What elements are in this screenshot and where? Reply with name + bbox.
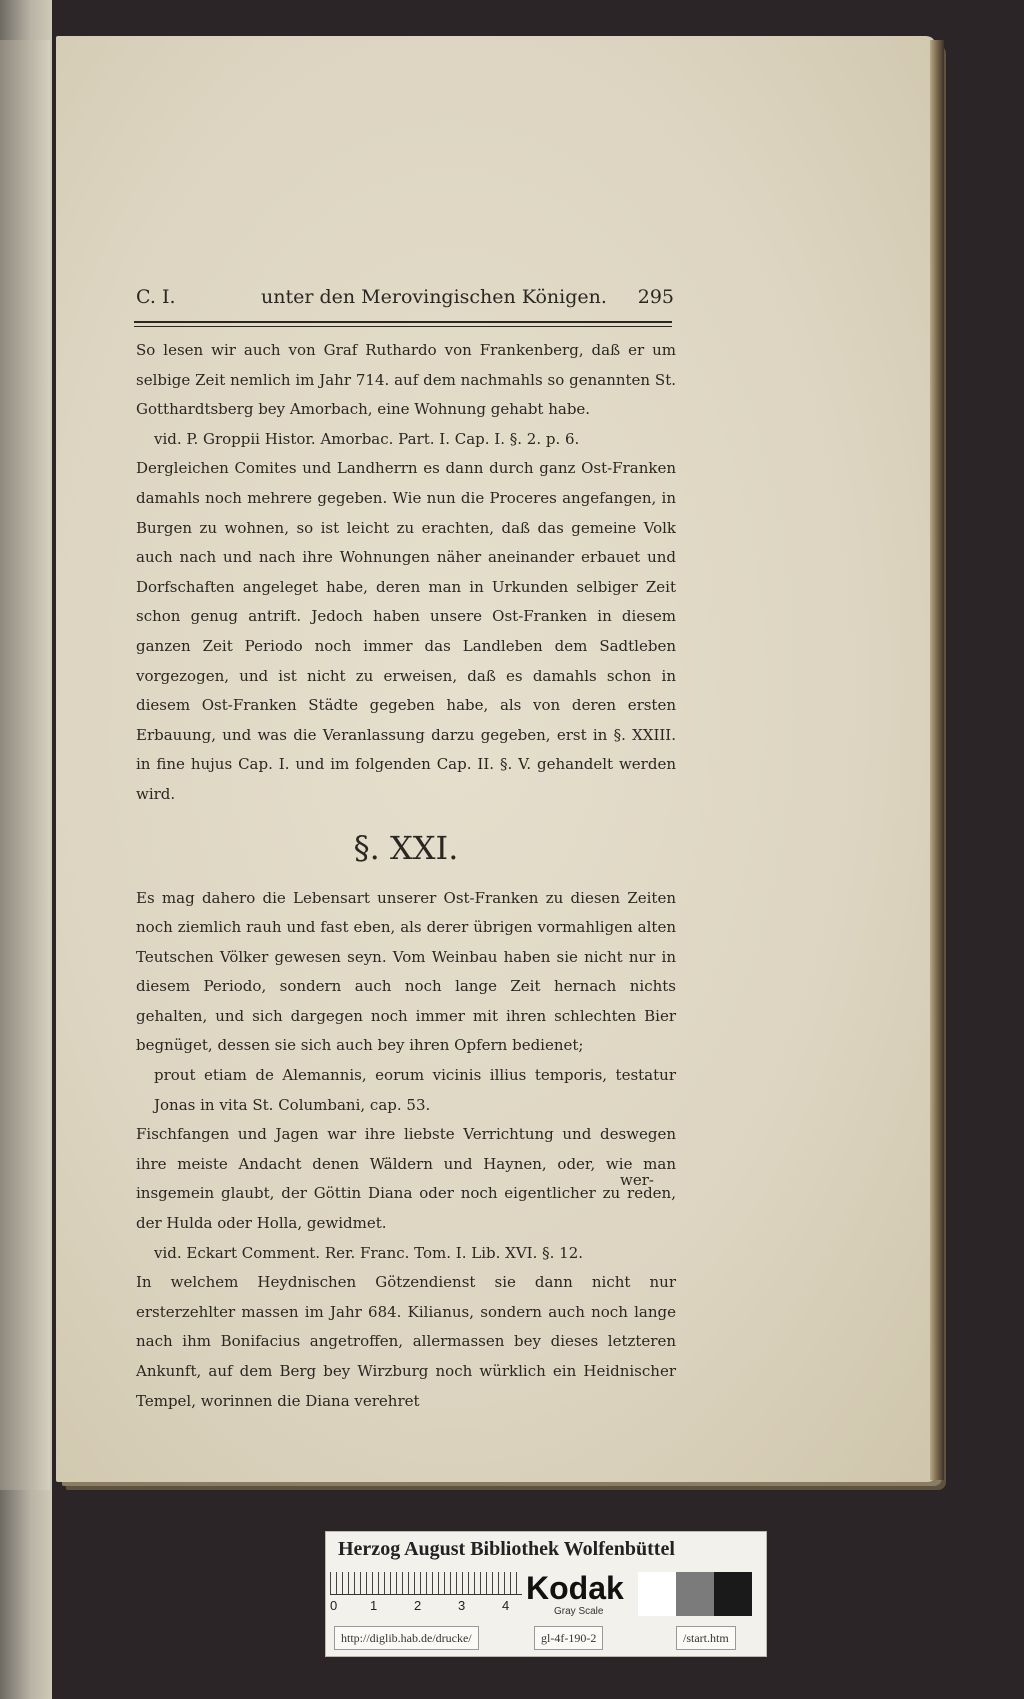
signature-label: gl-4f-190-2 (534, 1626, 603, 1650)
adjacent-page-edge (0, 0, 52, 1699)
header-rule (134, 321, 672, 327)
running-header (136, 286, 674, 316)
paragraph: Dergleichen Comites und Landherrn es dann durch ganz Ost-Franken damahls noch mehrere gegeben. Wie nun die Proceres angefangen, in Burgen zu wohnen, so ist leicht zu erachten, daß das gemeine Volk auch nach und nach ihre Wohnungen näher aneinander erbauet und Dorfschaften angeleget habe, deren man in Urkunden selbiger Zeit schon genug antrift. Jedoch haben unsere Ost-Franken in diesem ganzen Zeit Periodo noch immer das Landleben dem Sadtleben vorgezogen, und ist nicht zu erweisen, daß es damahls schon in diesem Ost-Franken Städte gegeben habe, als von deren ersten Erbauung, und was die Veranlassung darzu gegeben, erst in §. XXIII. in fine hujus Cap. I. und im folgenden Cap. II. §. V. gehandelt werden wird. (136, 459, 676, 803)
chapter-label: C. I. (136, 286, 176, 308)
kodak-logo: Kodak (526, 1570, 624, 1606)
gray-swatch (676, 1572, 714, 1616)
ruler-number: 1 (370, 1598, 378, 1613)
ruler-numbers (330, 1598, 530, 1616)
gray-swatch (638, 1572, 676, 1616)
under-page (0, 40, 50, 1490)
citation: prout etiam de Alemannis, eorum vicinis illius temporis, testatur Jonas in vita St. Columbani, cap. 53. (154, 1066, 676, 1114)
section-heading: §. XXI. (353, 828, 459, 867)
page-body (136, 336, 676, 1416)
paragraph: In welchem Heydnischen Götzendienst sie dann nicht nur ersterzehlter massen im Jahr 684. Kilianus, sondern auch noch lange nach ihm Bonifacius angetroffen, allermassen bey dieses letzteren Ankunft, auf dem Berg bey Wirzburg noch würklich ein Heidnischer Tempel, worinnen die Diana verehret (136, 1273, 676, 1410)
citation: vid. P. Groppii Histor. Amorbac. Part. I. Cap. I. §. 2. p. 6. (154, 429, 580, 448)
running-title: unter den Merovingischen Königen. (261, 286, 607, 308)
ruler-number: 0 (330, 1598, 338, 1613)
catchword: wer- (620, 1171, 654, 1189)
ruler-number: 2 (414, 1598, 422, 1613)
page-number: 295 (637, 286, 674, 308)
paragraph: So lesen wir auch von Graf Ruthardo von Frankenberg, daß er um selbige Zeit nemlich im Jahr 714. auf dem nachmahls so genannten St. Gotthardtsberg bey Amorbach, eine Wohnung gehabt habe. (136, 341, 676, 419)
ruler-number: 3 (458, 1598, 466, 1613)
page-edge (930, 40, 944, 1480)
gray-scale-label: Gray Scale (554, 1606, 604, 1617)
url-label: http://diglib.hab.de/drucke/ (334, 1626, 479, 1650)
paragraph: Es mag dahero die Lebensart unserer Ost-Franken zu diesen Zeiten noch ziemlich rauh und fast eben, als derer übrigen vormahligen alten Teutschen Völker gewesen seyn. Vom Weinbau haben sie nicht nur in diesem Periodo, sondern auch noch lange Zeit hernach nichts gehalten, und sich dargegen noch immer mit ihren schlechten Bier begnüget, dessen sie sich auch bey ihren Opfern bedienet; (136, 888, 676, 1055)
gray-swatch (714, 1572, 752, 1616)
library-name: Herzog August Bibliothek Wolfenbüttel (338, 1538, 675, 1560)
citation: vid. Eckart Comment. Rer. Franc. Tom. I. Lib. XVI. §. 12. (154, 1243, 584, 1262)
measure-ruler (330, 1572, 522, 1595)
ruler-number: 4 (502, 1598, 510, 1613)
paragraph: Fischfangen und Jagen war ihre liebste Verrichtung und deswegen ihre meiste Andacht denen Wäldern und Haynen, oder, wie man insgemein glaubt, der Göttin Diana oder noch eigentlicher zu reden, der Hulda oder Holla, gewidmet. (136, 1125, 676, 1233)
color-target-card (326, 1532, 766, 1656)
start-label: /start.htm (676, 1626, 736, 1650)
